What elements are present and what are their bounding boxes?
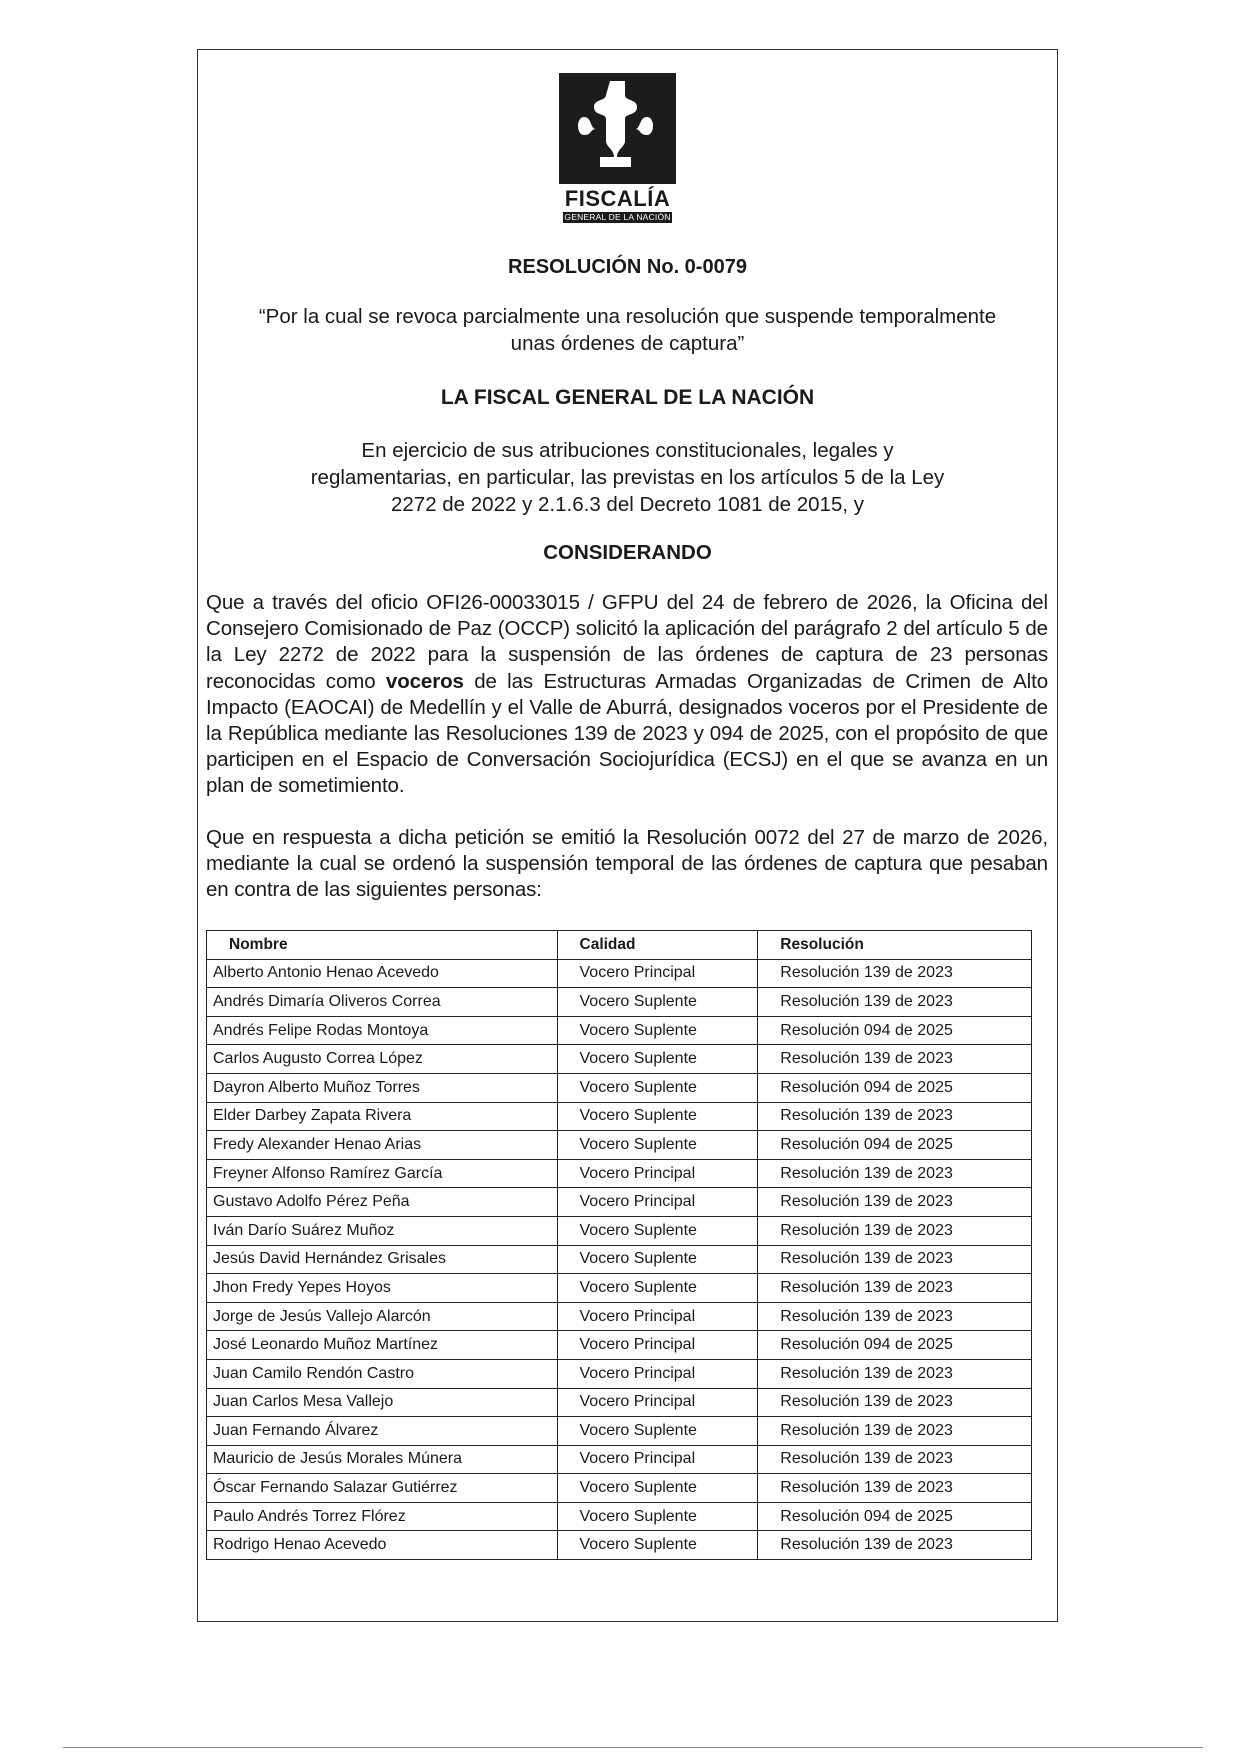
cell-calidad: Vocero Principal bbox=[557, 1331, 758, 1360]
cell-calidad: Vocero Suplente bbox=[557, 1016, 758, 1045]
cell-nombre: Andrés Felipe Rodas Montoya bbox=[207, 1016, 558, 1045]
table-row bbox=[207, 988, 1032, 1017]
table-row bbox=[207, 1159, 1032, 1188]
table-row bbox=[207, 1102, 1032, 1131]
cell-calidad: Vocero Principal bbox=[557, 959, 758, 988]
cell-resolucion: Resolución 139 de 2023 bbox=[758, 1474, 1032, 1503]
table-row bbox=[207, 1302, 1032, 1331]
cell-resolucion: Resolución 139 de 2023 bbox=[758, 1102, 1032, 1131]
powers-line-1: En ejercicio de sus atribuciones constitucionales, legales y bbox=[361, 439, 894, 462]
header-nombre: Nombre bbox=[207, 931, 558, 960]
cell-calidad: Vocero Suplente bbox=[557, 1216, 758, 1245]
cell-calidad: Vocero Suplente bbox=[557, 988, 758, 1017]
considering-paragraph-2: Que en respuesta a dicha petición se emitió la Resolución 0072 del 27 de marzo de 2026, mediante la cual se ordenó la suspensión temporal de las órdenes de captura que pesaban en contra de las siguientes personas: bbox=[206, 826, 1048, 902]
cell-calidad: Vocero Suplente bbox=[557, 1102, 758, 1131]
cell-nombre: Iván Darío Suárez Muñoz bbox=[207, 1216, 558, 1245]
table-header-row bbox=[207, 931, 1032, 960]
cell-calidad: Vocero Suplente bbox=[557, 1274, 758, 1303]
persons-table bbox=[206, 930, 1032, 1560]
cell-resolucion: Resolución 139 de 2023 bbox=[758, 1045, 1032, 1074]
cell-calidad: Vocero Suplente bbox=[557, 1474, 758, 1503]
cell-calidad: Vocero Suplente bbox=[557, 1045, 758, 1074]
paragraph-1-text-a: Que a través del oficio OFI26-00033015 / GFPU del 24 de febrero de 2026, la Oficina del Consejero Comisionado de Paz (OCCP) solicitó la aplicación del parágrafo 2 del artículo 5 de la Ley 2272 de 2022 para la suspensión de las órdenes de captura de 23 personas reconocidas como bbox=[206, 591, 1048, 693]
cell-calidad: Vocero Suplente bbox=[557, 1502, 758, 1531]
table-row bbox=[207, 959, 1032, 988]
table-row bbox=[207, 1131, 1032, 1160]
logo-wordmark: FISCALÍA bbox=[564, 186, 671, 211]
paragraph-1-text-b: de las Estructuras Armadas Organizadas de Crimen de Alto Impacto (EAOCAI) de Medellín y el Valle de Aburrá, designados voceros por el Presidente de la República mediante las Resoluciones 139 de 2023 y 094 de 2025, con el propósito de que participen en el Espacio de Conversación Sociojurídica (ECSJ) en el que se avanza en un plan de sometimiento. bbox=[206, 669, 1049, 798]
cell-nombre: Freyner Alfonso Ramírez García bbox=[207, 1159, 558, 1188]
authority-heading: LA FISCAL GENERAL DE LA NACIÓN bbox=[440, 386, 815, 409]
cell-calidad: Vocero Principal bbox=[557, 1445, 758, 1474]
cell-calidad: Vocero Principal bbox=[557, 1188, 758, 1217]
cell-resolucion: Resolución 139 de 2023 bbox=[758, 1274, 1032, 1303]
table-row bbox=[207, 1073, 1032, 1102]
page-bottom-rule bbox=[63, 1747, 1203, 1748]
cell-nombre: Juan Fernando Álvarez bbox=[207, 1417, 558, 1446]
subtitle-line-1: “Por la cual se revoca parcialmente una resolución que suspende temporalmente bbox=[258, 305, 997, 328]
cell-resolucion: Resolución 139 de 2023 bbox=[758, 1216, 1032, 1245]
cell-resolucion: Resolución 094 de 2025 bbox=[758, 1073, 1032, 1102]
resolution-title: RESOLUCIÓN No. 0-0079 bbox=[508, 256, 747, 278]
cell-resolucion: Resolución 094 de 2025 bbox=[758, 1131, 1032, 1160]
powers-line-2: reglamentarias, en particular, las previstas en los artículos 5 de la Ley bbox=[310, 466, 945, 489]
cell-resolucion: Resolución 139 de 2023 bbox=[758, 988, 1032, 1017]
cell-resolucion: Resolución 094 de 2025 bbox=[758, 1331, 1032, 1360]
paragraph-1-bold: voceros bbox=[385, 669, 464, 693]
cell-nombre: José Leonardo Muñoz Martínez bbox=[207, 1331, 558, 1360]
header-calidad: Calidad bbox=[557, 931, 758, 960]
cell-calidad: Vocero Principal bbox=[557, 1388, 758, 1417]
cell-calidad: Vocero Suplente bbox=[557, 1245, 758, 1274]
cell-nombre: Juan Camilo Rendón Castro bbox=[207, 1359, 558, 1388]
cell-resolucion: Resolución 139 de 2023 bbox=[758, 1159, 1032, 1188]
logo-subtitle: GENERAL DE LA NACIÓN bbox=[564, 212, 671, 222]
table-row bbox=[207, 1274, 1032, 1303]
cell-resolucion: Resolución 139 de 2023 bbox=[758, 1388, 1032, 1417]
cell-resolucion: Resolución 139 de 2023 bbox=[758, 1359, 1032, 1388]
resolution-subtitle bbox=[197, 303, 1058, 357]
cell-calidad: Vocero Suplente bbox=[557, 1131, 758, 1160]
cell-resolucion: Resolución 139 de 2023 bbox=[758, 1302, 1032, 1331]
cell-calidad: Vocero Suplente bbox=[557, 1417, 758, 1446]
cell-resolucion: Resolución 139 de 2023 bbox=[758, 1531, 1032, 1560]
cell-resolucion: Resolución 094 de 2025 bbox=[758, 1016, 1032, 1045]
cell-nombre: Paulo Andrés Torrez Flórez bbox=[207, 1502, 558, 1531]
cell-nombre: Elder Darbey Zapata Rivera bbox=[207, 1102, 558, 1131]
table-row bbox=[207, 1417, 1032, 1446]
cell-nombre: Mauricio de Jesús Morales Múnera bbox=[207, 1445, 558, 1474]
table-row bbox=[207, 1216, 1032, 1245]
powers-clause bbox=[197, 437, 1058, 518]
cell-nombre: Rodrigo Henao Acevedo bbox=[207, 1531, 558, 1560]
cell-calidad: Vocero Suplente bbox=[557, 1073, 758, 1102]
cell-nombre: Alberto Antonio Henao Acevedo bbox=[207, 959, 558, 988]
table-row bbox=[207, 1045, 1032, 1074]
cell-calidad: Vocero Principal bbox=[557, 1159, 758, 1188]
cell-nombre: Jesús David Hernández Grisales bbox=[207, 1245, 558, 1274]
considering-heading: CONSIDERANDO bbox=[543, 541, 712, 564]
table-row bbox=[207, 1445, 1032, 1474]
table-row bbox=[207, 1359, 1032, 1388]
table-row bbox=[207, 1502, 1032, 1531]
puzzle-emblem-icon bbox=[559, 73, 676, 184]
table-row bbox=[207, 1388, 1032, 1417]
powers-line-3: 2272 de 2022 y 2.1.6.3 del Decreto 1081 de 2015, y bbox=[390, 493, 864, 516]
cell-resolucion: Resolución 094 de 2025 bbox=[758, 1502, 1032, 1531]
table-row bbox=[207, 1331, 1032, 1360]
cell-nombre: Jhon Fredy Yepes Hoyos bbox=[207, 1274, 558, 1303]
cell-resolucion: Resolución 139 de 2023 bbox=[758, 1417, 1032, 1446]
cell-nombre: Fredy Alexander Henao Arias bbox=[207, 1131, 558, 1160]
table-row bbox=[207, 1531, 1032, 1560]
cell-resolucion: Resolución 139 de 2023 bbox=[758, 959, 1032, 988]
cell-resolucion: Resolución 139 de 2023 bbox=[758, 1445, 1032, 1474]
table-row bbox=[207, 1188, 1032, 1217]
subtitle-line-2: unas órdenes de captura” bbox=[510, 332, 745, 355]
cell-nombre: Jorge de Jesús Vallejo Alarcón bbox=[207, 1302, 558, 1331]
cell-calidad: Vocero Suplente bbox=[557, 1531, 758, 1560]
fiscalia-logo bbox=[559, 73, 676, 228]
cell-resolucion: Resolución 139 de 2023 bbox=[758, 1245, 1032, 1274]
header-resolucion: Resolución bbox=[758, 931, 1032, 960]
cell-calidad: Vocero Principal bbox=[557, 1359, 758, 1388]
cell-nombre: Juan Carlos Mesa Vallejo bbox=[207, 1388, 558, 1417]
cell-nombre: Gustavo Adolfo Pérez Peña bbox=[207, 1188, 558, 1217]
table-row bbox=[207, 1474, 1032, 1503]
cell-nombre: Andrés Dimaría Oliveros Correa bbox=[207, 988, 558, 1017]
table-row bbox=[207, 1016, 1032, 1045]
cell-nombre: Óscar Fernando Salazar Gutiérrez bbox=[207, 1474, 558, 1503]
table-row bbox=[207, 1245, 1032, 1274]
considering-paragraph-1 bbox=[206, 590, 1048, 800]
cell-nombre: Dayron Alberto Muñoz Torres bbox=[207, 1073, 558, 1102]
cell-resolucion: Resolución 139 de 2023 bbox=[758, 1188, 1032, 1217]
cell-calidad: Vocero Principal bbox=[557, 1302, 758, 1331]
cell-nombre: Carlos Augusto Correa López bbox=[207, 1045, 558, 1074]
